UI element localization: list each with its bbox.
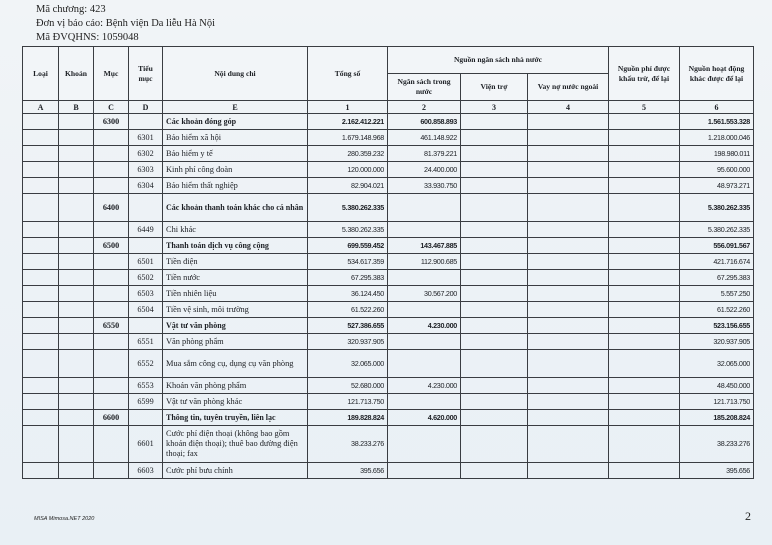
- other-source-cell: 523.156.655: [680, 318, 754, 334]
- col-header-khoan: Khoản: [59, 47, 94, 101]
- document-header: [36, 3, 215, 45]
- description-cell: Mua sắm công cụ, dụng cụ văn phòng: [163, 350, 308, 378]
- letter-cell: E: [163, 101, 308, 114]
- other-source-cell: 1.218.000.046: [680, 130, 754, 146]
- muc-cell: 6500: [94, 238, 129, 254]
- domestic-budget-cell: [388, 222, 461, 238]
- fee-source-cell: [609, 222, 680, 238]
- total-cell: 5.380.262.335: [308, 222, 388, 238]
- other-source-cell: 121.713.750: [680, 394, 754, 410]
- khoan-cell: [59, 286, 94, 302]
- khoan-cell: [59, 270, 94, 286]
- letter-cell: 1: [308, 101, 388, 114]
- foreign-loan-cell: [528, 463, 609, 479]
- tieu-muc-cell: 6502: [129, 270, 163, 286]
- khoan-cell: [59, 254, 94, 270]
- loai-cell: [23, 302, 59, 318]
- foreign-loan-cell: [528, 114, 609, 130]
- tieu-muc-cell: [129, 238, 163, 254]
- total-cell: 189.828.824: [308, 410, 388, 426]
- aid-cell: [461, 334, 528, 350]
- other-source-cell: 5.380.262.335: [680, 194, 754, 222]
- other-source-cell: 395.656: [680, 463, 754, 479]
- col-header-loai: Loại: [23, 47, 59, 101]
- other-source-cell: 421.716.674: [680, 254, 754, 270]
- aid-cell: [461, 270, 528, 286]
- table-row: [23, 146, 754, 162]
- table-row-group: [23, 114, 754, 130]
- tieu-muc-cell: 6551: [129, 334, 163, 350]
- tieu-muc-cell: 6599: [129, 394, 163, 410]
- fee-source-cell: [609, 378, 680, 394]
- total-cell: 38.233.276: [308, 426, 388, 463]
- table-row: [23, 426, 754, 463]
- fee-source-cell: [609, 146, 680, 162]
- total-cell: 320.937.905: [308, 334, 388, 350]
- tieu-muc-cell: 6304: [129, 178, 163, 194]
- domestic-budget-cell: 81.379.221: [388, 146, 461, 162]
- khoan-cell: [59, 178, 94, 194]
- loai-cell: [23, 162, 59, 178]
- khoan-cell: [59, 334, 94, 350]
- table-row: [23, 378, 754, 394]
- description-cell: Tiền nước: [163, 270, 308, 286]
- table-row: [23, 302, 754, 318]
- column-letter-row: [23, 101, 754, 114]
- tieu-muc-cell: 6503: [129, 286, 163, 302]
- foreign-loan-cell: [528, 146, 609, 162]
- aid-cell: [461, 238, 528, 254]
- loai-cell: [23, 194, 59, 222]
- muc-cell: [94, 162, 129, 178]
- foreign-loan-cell: [528, 222, 609, 238]
- aid-cell: [461, 130, 528, 146]
- foreign-loan-cell: [528, 410, 609, 426]
- aid-cell: [461, 178, 528, 194]
- table-row-group: [23, 238, 754, 254]
- khoan-cell: [59, 318, 94, 334]
- table-row-group: [23, 410, 754, 426]
- aid-cell: [461, 254, 528, 270]
- tieu-muc-cell: 6504: [129, 302, 163, 318]
- fee-source-cell: [609, 114, 680, 130]
- muc-cell: [94, 463, 129, 479]
- other-source-cell: 5.380.262.335: [680, 222, 754, 238]
- col-header-muc: Mục: [94, 47, 129, 101]
- description-cell: Cước phí bưu chính: [163, 463, 308, 479]
- fee-source-cell: [609, 270, 680, 286]
- aid-cell: [461, 318, 528, 334]
- loai-cell: [23, 334, 59, 350]
- foreign-loan-cell: [528, 162, 609, 178]
- total-cell: 120.000.000: [308, 162, 388, 178]
- muc-cell: [94, 334, 129, 350]
- letter-cell: C: [94, 101, 129, 114]
- description-cell: Cước phí điện thoại (không bao gồm khoán điện thoại); thuê bao đường điện thoại; fax: [163, 426, 308, 463]
- muc-cell: [94, 146, 129, 162]
- loai-cell: [23, 463, 59, 479]
- col-header-nsnn-group: Nguồn ngân sách nhà nước: [388, 47, 609, 74]
- fee-source-cell: [609, 334, 680, 350]
- description-cell: Thanh toán dịch vụ công cộng: [163, 238, 308, 254]
- description-cell: Văn phòng phẩm: [163, 334, 308, 350]
- muc-cell: [94, 286, 129, 302]
- loai-cell: [23, 286, 59, 302]
- other-source-cell: 185.208.824: [680, 410, 754, 426]
- fee-source-cell: [609, 162, 680, 178]
- muc-cell: [94, 178, 129, 194]
- table-row: [23, 130, 754, 146]
- muc-cell: [94, 350, 129, 378]
- col-header-vay-no: Vay nợ nước ngoài: [528, 74, 609, 101]
- foreign-loan-cell: [528, 334, 609, 350]
- total-cell: 82.904.021: [308, 178, 388, 194]
- foreign-loan-cell: [528, 178, 609, 194]
- aid-cell: [461, 162, 528, 178]
- tieu-muc-cell: 6553: [129, 378, 163, 394]
- tieu-muc-cell: [129, 410, 163, 426]
- aid-cell: [461, 146, 528, 162]
- other-source-cell: 48.450.000: [680, 378, 754, 394]
- total-cell: 280.359.232: [308, 146, 388, 162]
- tieu-muc-cell: 6301: [129, 130, 163, 146]
- other-source-cell: 556.091.567: [680, 238, 754, 254]
- letter-cell: 2: [388, 101, 461, 114]
- fee-source-cell: [609, 426, 680, 463]
- table-row: [23, 254, 754, 270]
- tieu-muc-cell: 6302: [129, 146, 163, 162]
- domestic-budget-cell: [388, 194, 461, 222]
- description-cell: Bảo hiểm thất nghiệp: [163, 178, 308, 194]
- table-body: [23, 114, 754, 479]
- tieu-muc-cell: [129, 194, 163, 222]
- muc-cell: [94, 302, 129, 318]
- fee-source-cell: [609, 302, 680, 318]
- domestic-budget-cell: 4.230.000: [388, 378, 461, 394]
- aid-cell: [461, 426, 528, 463]
- foreign-loan-cell: [528, 378, 609, 394]
- col-header-nguon-hoat-dong: Nguồn hoạt động khác được để lại: [680, 47, 754, 101]
- loai-cell: [23, 410, 59, 426]
- muc-cell: 6400: [94, 194, 129, 222]
- description-cell: Bảo hiểm y tế: [163, 146, 308, 162]
- fee-source-cell: [609, 394, 680, 410]
- domestic-budget-cell: [388, 463, 461, 479]
- aid-cell: [461, 114, 528, 130]
- total-cell: 36.124.450: [308, 286, 388, 302]
- foreign-loan-cell: [528, 394, 609, 410]
- col-header-nguon-phi: Nguồn phí được khấu trừ, để lại: [609, 47, 680, 101]
- total-cell: 61.522.260: [308, 302, 388, 318]
- unit-code: Mã ĐVQHNS: 1059048: [36, 32, 139, 43]
- description-cell: Vật tư văn phòng khác: [163, 394, 308, 410]
- other-source-cell: 61.522.260: [680, 302, 754, 318]
- domestic-budget-cell: [388, 270, 461, 286]
- fee-source-cell: [609, 410, 680, 426]
- khoan-cell: [59, 426, 94, 463]
- description-cell: Bảo hiểm xã hội: [163, 130, 308, 146]
- table-row: [23, 178, 754, 194]
- description-cell: Vật tư văn phòng: [163, 318, 308, 334]
- tieu-muc-cell: 6552: [129, 350, 163, 378]
- muc-cell: [94, 130, 129, 146]
- muc-cell: [94, 394, 129, 410]
- muc-cell: [94, 222, 129, 238]
- khoan-cell: [59, 146, 94, 162]
- total-cell: 395.656: [308, 463, 388, 479]
- khoan-cell: [59, 162, 94, 178]
- table-row: [23, 162, 754, 178]
- khoan-cell: [59, 194, 94, 222]
- foreign-loan-cell: [528, 286, 609, 302]
- domestic-budget-cell: [388, 350, 461, 378]
- total-cell: 1.679.148.968: [308, 130, 388, 146]
- letter-cell: B: [59, 101, 94, 114]
- muc-cell: [94, 270, 129, 286]
- table-row: [23, 350, 754, 378]
- chapter-code: Mã chương: 423: [36, 4, 106, 15]
- fee-source-cell: [609, 238, 680, 254]
- muc-cell: [94, 426, 129, 463]
- table-row: [23, 286, 754, 302]
- loai-cell: [23, 426, 59, 463]
- other-source-cell: 48.973.271: [680, 178, 754, 194]
- software-footer: MISA Mimosa.NET 2020: [34, 516, 95, 522]
- description-cell: Chi khác: [163, 222, 308, 238]
- table-row: [23, 334, 754, 350]
- loai-cell: [23, 238, 59, 254]
- muc-cell: [94, 254, 129, 270]
- col-header-tieu-muc: Tiểu mục: [129, 47, 163, 101]
- fee-source-cell: [609, 350, 680, 378]
- tieu-muc-cell: [129, 318, 163, 334]
- loai-cell: [23, 350, 59, 378]
- aid-cell: [461, 222, 528, 238]
- total-cell: 527.386.655: [308, 318, 388, 334]
- khoan-cell: [59, 114, 94, 130]
- loai-cell: [23, 270, 59, 286]
- letter-cell: 3: [461, 101, 528, 114]
- expenditure-table: [22, 46, 754, 479]
- fee-source-cell: [609, 254, 680, 270]
- domestic-budget-cell: 112.900.685: [388, 254, 461, 270]
- total-cell: 52.680.000: [308, 378, 388, 394]
- khoan-cell: [59, 350, 94, 378]
- col-header-ns-trong-nuoc: Ngân sách trong nước: [388, 74, 461, 101]
- aid-cell: [461, 394, 528, 410]
- reporting-unit: Đơn vị báo cáo: Bệnh viện Da liễu Hà Nội: [36, 18, 216, 29]
- fee-source-cell: [609, 178, 680, 194]
- domestic-budget-cell: [388, 426, 461, 463]
- other-source-cell: 95.600.000: [680, 162, 754, 178]
- table-row: [23, 463, 754, 479]
- muc-cell: 6300: [94, 114, 129, 130]
- loai-cell: [23, 394, 59, 410]
- fee-source-cell: [609, 194, 680, 222]
- other-source-cell: 320.937.905: [680, 334, 754, 350]
- loai-cell: [23, 114, 59, 130]
- loai-cell: [23, 146, 59, 162]
- aid-cell: [461, 378, 528, 394]
- letter-cell: 5: [609, 101, 680, 114]
- description-cell: Tiền vệ sinh, môi trường: [163, 302, 308, 318]
- other-source-cell: 67.295.383: [680, 270, 754, 286]
- col-header-noi-dung: Nội dung chi: [163, 47, 308, 101]
- loai-cell: [23, 178, 59, 194]
- total-cell: 534.617.359: [308, 254, 388, 270]
- total-cell: 67.295.383: [308, 270, 388, 286]
- tieu-muc-cell: 6603: [129, 463, 163, 479]
- tieu-muc-cell: [129, 114, 163, 130]
- col-header-vien-tro: Viện trợ: [461, 74, 528, 101]
- letter-cell: 6: [680, 101, 754, 114]
- domestic-budget-cell: [388, 334, 461, 350]
- domestic-budget-cell: 24.400.000: [388, 162, 461, 178]
- domestic-budget-cell: 4.620.000: [388, 410, 461, 426]
- domestic-budget-cell: 461.148.922: [388, 130, 461, 146]
- total-cell: 5.380.262.335: [308, 194, 388, 222]
- total-cell: 121.713.750: [308, 394, 388, 410]
- letter-cell: 4: [528, 101, 609, 114]
- letter-cell: D: [129, 101, 163, 114]
- fee-source-cell: [609, 130, 680, 146]
- letter-cell: A: [23, 101, 59, 114]
- foreign-loan-cell: [528, 350, 609, 378]
- khoan-cell: [59, 378, 94, 394]
- page-number: 2: [745, 509, 751, 523]
- domestic-budget-cell: [388, 302, 461, 318]
- foreign-loan-cell: [528, 426, 609, 463]
- khoan-cell: [59, 394, 94, 410]
- khoan-cell: [59, 222, 94, 238]
- description-cell: Các khoản thanh toán khác cho cá nhân: [163, 194, 308, 222]
- foreign-loan-cell: [528, 302, 609, 318]
- domestic-budget-cell: 4.230.000: [388, 318, 461, 334]
- aid-cell: [461, 410, 528, 426]
- aid-cell: [461, 194, 528, 222]
- aid-cell: [461, 302, 528, 318]
- description-cell: Tiền điện: [163, 254, 308, 270]
- description-cell: Các khoản đóng góp: [163, 114, 308, 130]
- domestic-budget-cell: [388, 394, 461, 410]
- aid-cell: [461, 286, 528, 302]
- foreign-loan-cell: [528, 254, 609, 270]
- tieu-muc-cell: 6501: [129, 254, 163, 270]
- other-source-cell: 38.233.276: [680, 426, 754, 463]
- other-source-cell: 32.065.000: [680, 350, 754, 378]
- domestic-budget-cell: 600.858.893: [388, 114, 461, 130]
- khoan-cell: [59, 238, 94, 254]
- tieu-muc-cell: 6303: [129, 162, 163, 178]
- loai-cell: [23, 318, 59, 334]
- loai-cell: [23, 222, 59, 238]
- col-header-tong-so: Tổng số: [308, 47, 388, 101]
- foreign-loan-cell: [528, 194, 609, 222]
- description-cell: Tiền nhiên liệu: [163, 286, 308, 302]
- loai-cell: [23, 130, 59, 146]
- other-source-cell: 198.980.011: [680, 146, 754, 162]
- description-cell: Khoán văn phòng phẩm: [163, 378, 308, 394]
- description-cell: Kinh phí công đoàn: [163, 162, 308, 178]
- total-cell: 699.559.452: [308, 238, 388, 254]
- muc-cell: 6550: [94, 318, 129, 334]
- domestic-budget-cell: 33.930.750: [388, 178, 461, 194]
- tieu-muc-cell: 6601: [129, 426, 163, 463]
- muc-cell: [94, 378, 129, 394]
- khoan-cell: [59, 463, 94, 479]
- loai-cell: [23, 254, 59, 270]
- loai-cell: [23, 378, 59, 394]
- table-row-group: [23, 318, 754, 334]
- fee-source-cell: [609, 463, 680, 479]
- khoan-cell: [59, 410, 94, 426]
- muc-cell: 6600: [94, 410, 129, 426]
- other-source-cell: 5.557.250: [680, 286, 754, 302]
- tieu-muc-cell: 6449: [129, 222, 163, 238]
- fee-source-cell: [609, 318, 680, 334]
- table-row: [23, 394, 754, 410]
- khoan-cell: [59, 130, 94, 146]
- table-row: [23, 222, 754, 238]
- table-row-group: [23, 194, 754, 222]
- fee-source-cell: [609, 286, 680, 302]
- foreign-loan-cell: [528, 238, 609, 254]
- aid-cell: [461, 350, 528, 378]
- foreign-loan-cell: [528, 270, 609, 286]
- total-cell: 32.065.000: [308, 350, 388, 378]
- foreign-loan-cell: [528, 318, 609, 334]
- table-row: [23, 270, 754, 286]
- other-source-cell: 1.561.553.328: [680, 114, 754, 130]
- aid-cell: [461, 463, 528, 479]
- domestic-budget-cell: 143.467.885: [388, 238, 461, 254]
- description-cell: Thông tin, tuyên truyền, liên lạc: [163, 410, 308, 426]
- khoan-cell: [59, 302, 94, 318]
- domestic-budget-cell: 30.567.200: [388, 286, 461, 302]
- foreign-loan-cell: [528, 130, 609, 146]
- total-cell: 2.162.412.221: [308, 114, 388, 130]
